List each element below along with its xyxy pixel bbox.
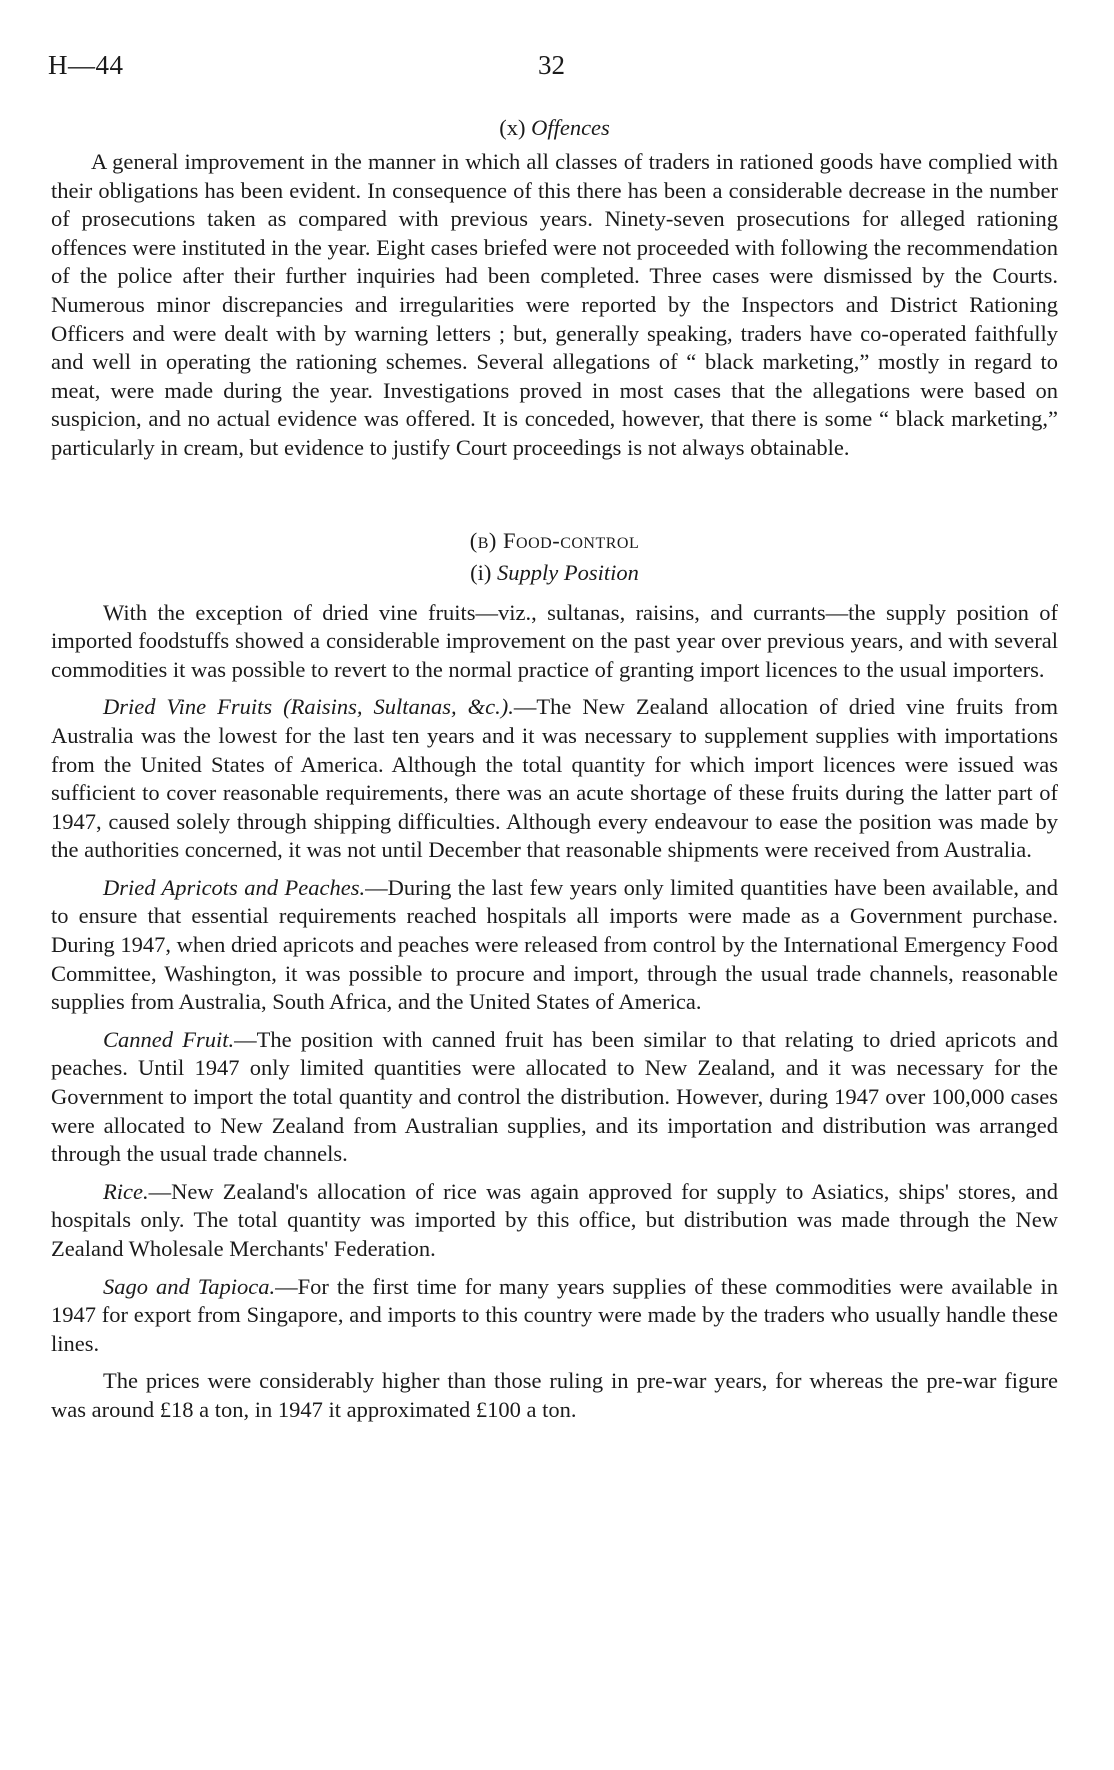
- page-ref: H—44: [48, 50, 124, 80]
- item-paragraph: [51, 1273, 1058, 1359]
- item-lead: Rice.: [103, 1178, 149, 1204]
- offences-paragraph: A general improvement in the manner in which all classes of traders in rationed goods have complied with their obligations has been evident. In consequence of this there has been a considerable decrease in the number of prosecutions taken as compared with previous years. Ninety-seven prosecutions for alleged rationing offences were instituted in the year. Eight cases briefed were not proceeded with following the recommendation of the police after their further inquiries had been completed. Three cases were dismissed by the Courts. Numerous minor discrepancies and irregularities were reported by the Inspectors and District Rationing Officers and were dealt with by warning letters ; but, generally speaking, traders have co-operated faithfully and well in operating the rationing schemes. Several allegations of “ black marketing,” mostly in regard to meat, were made during the year. Investigations proved in most cases that the allegations were based on suspicion, and no actual evidence was offered. It is conceded, however, that there is some “ black marketing,” particularly in cream, but evidence to justify Court proceedings is not always obtainable.: [51, 149, 1058, 460]
- item-text: —The position with canned fruit has been similar to that relating to dried apricots and peaches. Until 1947 only limited quantities were allocated to New Zealand, and it was necessary for the Government to import the total quantity and control the distribution. However, during 1947 over 100,000 cases were allocated to New Zealand from Australian supplies, and its importation and distribution was arranged through the usual trade channels.: [51, 1026, 1058, 1167]
- item-lead: Dried Vine Fruits (Raisins, Sultanas, &c.).: [103, 694, 514, 720]
- supply-position-num: (i): [470, 559, 492, 585]
- item-paragraph: [51, 874, 1058, 1017]
- page-content: [51, 112, 1058, 1425]
- item-paragraph: [51, 693, 1058, 865]
- food-control-heading: [51, 525, 1058, 557]
- closing-paragraph: The prices were considerably higher than those ruling in pre-war years, for whereas the pre-war figure was around £18 a ton, in 1947 it approximated £100 a ton.: [51, 1368, 1058, 1422]
- food-control-heading-num: (b): [469, 527, 497, 553]
- offences-heading-title: Offences: [531, 115, 610, 140]
- supply-position-heading: [51, 557, 1058, 589]
- item-paragraph: [51, 1178, 1058, 1264]
- item-paragraph: [51, 1026, 1058, 1169]
- offences-heading-num: (x): [499, 115, 526, 140]
- offences-heading: [51, 112, 1058, 144]
- item-text: —The New Zealand allocation of dried vine fruits from Australia was the lowest for the last ten years and it was necessary to supplement supplies with importations from the United States of America. Although the total quantity for which import licences were issued was sufficient to cover reasonable requirements, there was an acute shortage of these fruits during the latter part of 1947, caused solely through shipping difficulties. Although every endeavour to ease the position was made by the authorities concerned, it was not until December that reasonable shipments were received from Australia.: [51, 694, 1059, 863]
- item-text: —During the last few years only limited quantities have been available, and to ensure that essential requirements reached hospitals all imports were made as a Government purchase. During 1947, when dried apricots and peaches were released from control by the International Emergency Food Committee, Washington, it was possible to procure and import, through the usual trade channels, reasonable supplies from Australia, South Africa, and the United States of America.: [51, 874, 1058, 1015]
- item-lead: Dried Apricots and Peaches.: [103, 874, 366, 900]
- supply-position-title: Supply Position: [497, 559, 639, 585]
- page-number: 32: [538, 50, 565, 80]
- item-lead: Sago and Tapioca.: [103, 1273, 276, 1299]
- item-text: —For the first time for many years supplies of these commodities were available in 1947 for export from Singapore, and imports to this country were made by the traders who usually handle these lines.: [51, 1273, 1058, 1356]
- item-text: —New Zealand's allocation of rice was again approved for supply to Asiatics, ships' stores, and hospitals only. The total quantity was imported by this office, but distribution was made through the New Zealand Wholesale Merchants' Federation.: [51, 1178, 1058, 1261]
- supply-intro-paragraph: With the exception of dried vine fruits—viz., sultanas, raisins, and currants—the supply position of imported foodstuffs showed a considerable improvement on the past year over previous years, and with several commodities it was possible to revert to the normal practice of granting import licences to the usual importers.: [51, 599, 1058, 682]
- item-lead: Canned Fruit.: [103, 1026, 235, 1052]
- food-control-heading-title: Food-control: [503, 527, 640, 553]
